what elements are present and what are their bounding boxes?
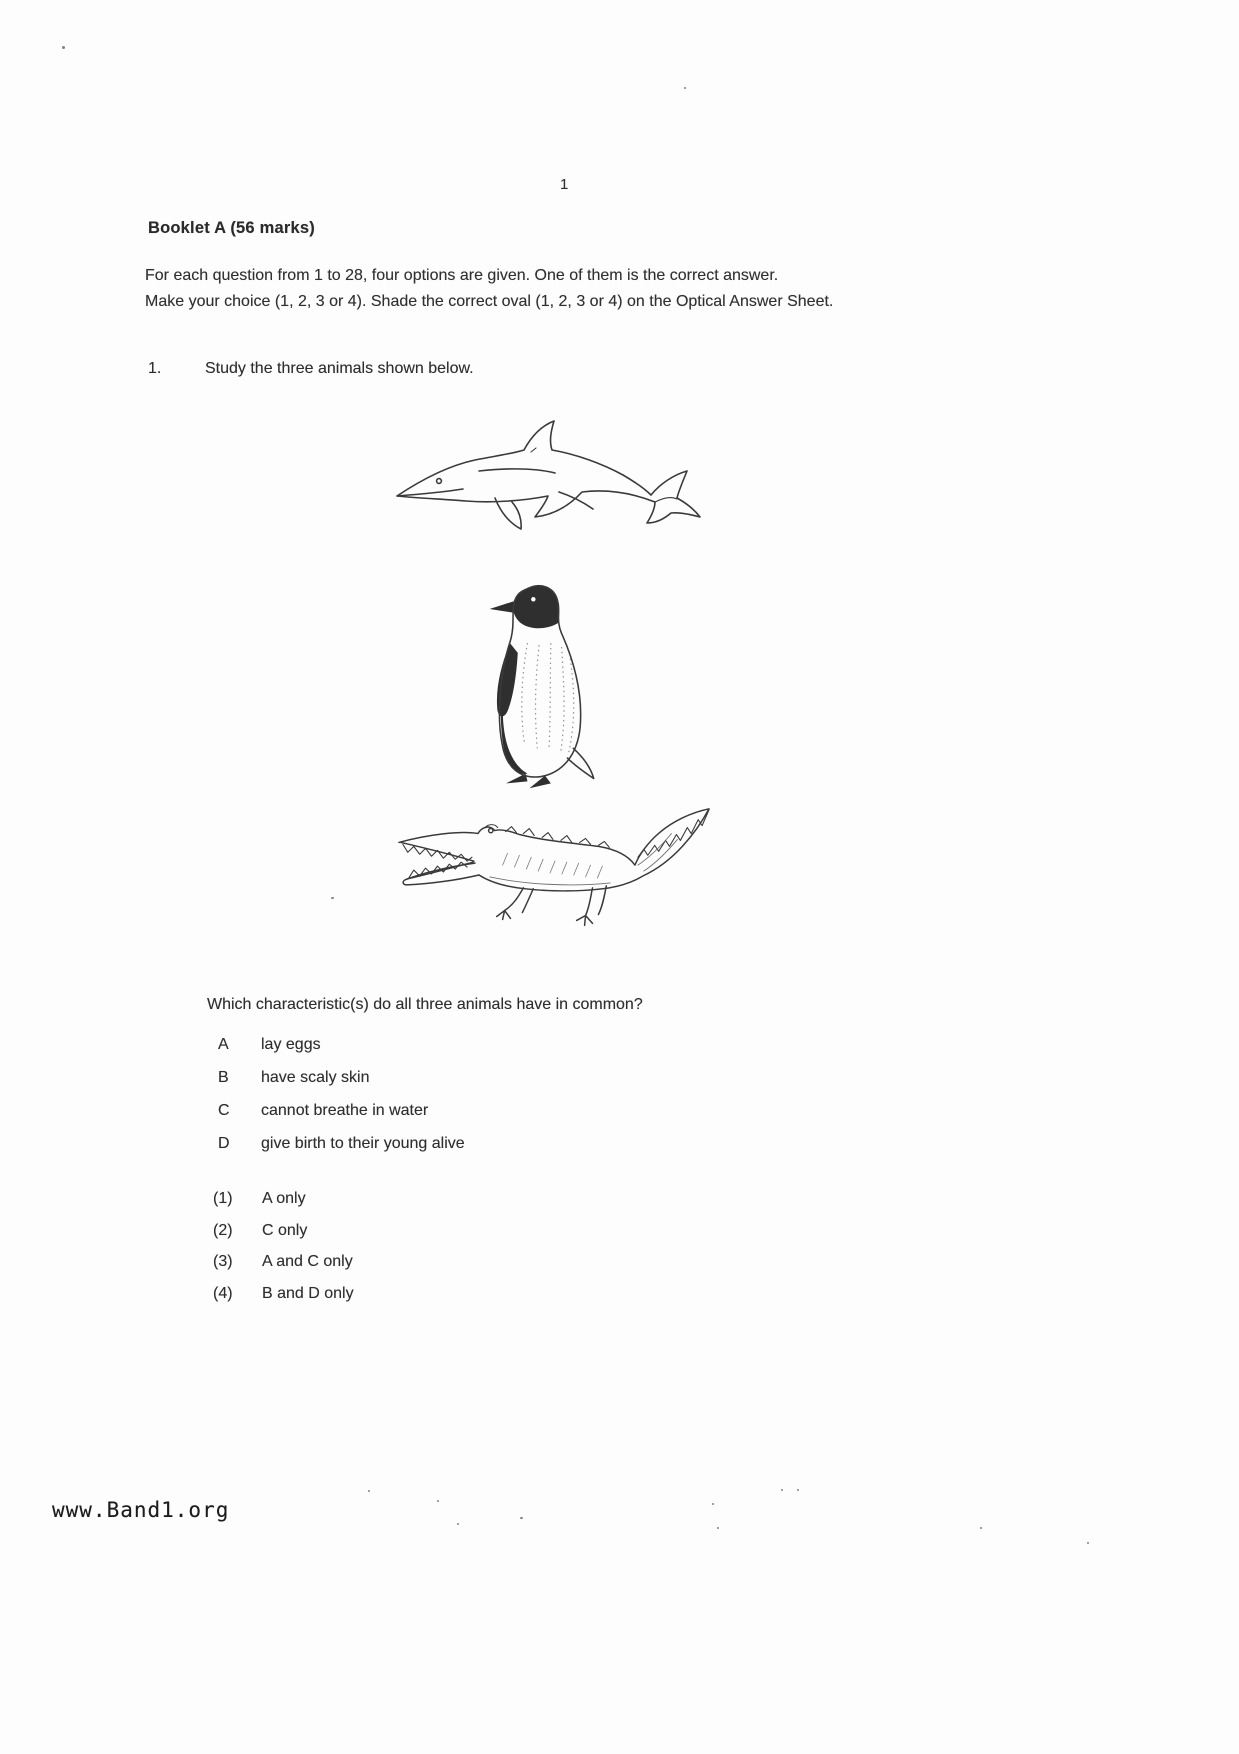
scan-speck (1087, 1542, 1089, 1544)
answer-option-text: C only (262, 1221, 308, 1239)
answer-option-label: (1) (213, 1190, 233, 1207)
question-text: Study the three animals shown below. (205, 360, 474, 377)
characteristic-label: A (218, 1036, 229, 1053)
scan-speck (781, 1489, 783, 1491)
characteristic-item (218, 1102, 465, 1135)
answer-option-text: B and D only (262, 1284, 354, 1302)
characteristic-label: B (218, 1069, 229, 1086)
answer-options-list (213, 1190, 354, 1316)
scan-speck (717, 1527, 719, 1529)
scan-speck (62, 46, 65, 49)
watermark: www.Band1.org (52, 1498, 230, 1522)
page-number: 1 (560, 176, 569, 193)
question-number: 1. (148, 360, 162, 377)
characteristic-text: give birth to their young alive (261, 1135, 465, 1152)
penguin-illustration (463, 573, 629, 797)
penguin-icon (463, 573, 629, 797)
dolphin-illustration (383, 410, 713, 570)
crocodile-icon (378, 796, 726, 954)
instructions-line-2: Make your choice (1, 2, 3 or 4). Shade the correct oval (1, 2, 3 or 4) on the Optical Answer Sheet. (145, 293, 834, 310)
characteristic-item (218, 1036, 465, 1069)
scan-speck (331, 897, 334, 899)
characteristic-text: lay eggs (261, 1036, 321, 1053)
answer-option-label: (2) (213, 1221, 233, 1239)
characteristic-label: D (218, 1135, 230, 1152)
answer-option-text: A only (262, 1190, 306, 1207)
instructions-line-1: For each question from 1 to 28, four options are given. One of them is the correct answer. (145, 267, 779, 284)
answer-option-label: (4) (213, 1284, 233, 1302)
answer-option (213, 1285, 354, 1317)
scan-speck (980, 1527, 982, 1529)
scan-speck (368, 1490, 370, 1492)
characteristics-list (218, 1036, 465, 1168)
characteristic-item (218, 1069, 465, 1102)
question-1 (148, 360, 474, 378)
characteristic-text: cannot breathe in water (261, 1102, 429, 1119)
scan-speck (437, 1500, 439, 1502)
answer-option (213, 1222, 354, 1254)
characteristic-label: C (218, 1102, 230, 1119)
scan-speck (797, 1489, 799, 1491)
characteristic-item (218, 1135, 465, 1168)
scan-speck (520, 1517, 523, 1519)
crocodile-illustration (378, 796, 726, 954)
answer-option (213, 1253, 354, 1285)
dolphin-icon (383, 410, 713, 570)
answer-option-text: A and C only (262, 1253, 353, 1270)
scan-speck (712, 1503, 714, 1505)
question-prompt: Which characteristic(s) do all three animals have in common? (207, 996, 643, 1013)
answer-option-label: (3) (213, 1253, 233, 1270)
characteristic-text: have scaly skin (261, 1069, 370, 1086)
answer-option (213, 1190, 354, 1222)
scan-speck (684, 87, 686, 89)
instructions (145, 263, 985, 315)
scan-speck (457, 1523, 459, 1525)
booklet-title: Booklet A (56 marks) (148, 219, 315, 237)
